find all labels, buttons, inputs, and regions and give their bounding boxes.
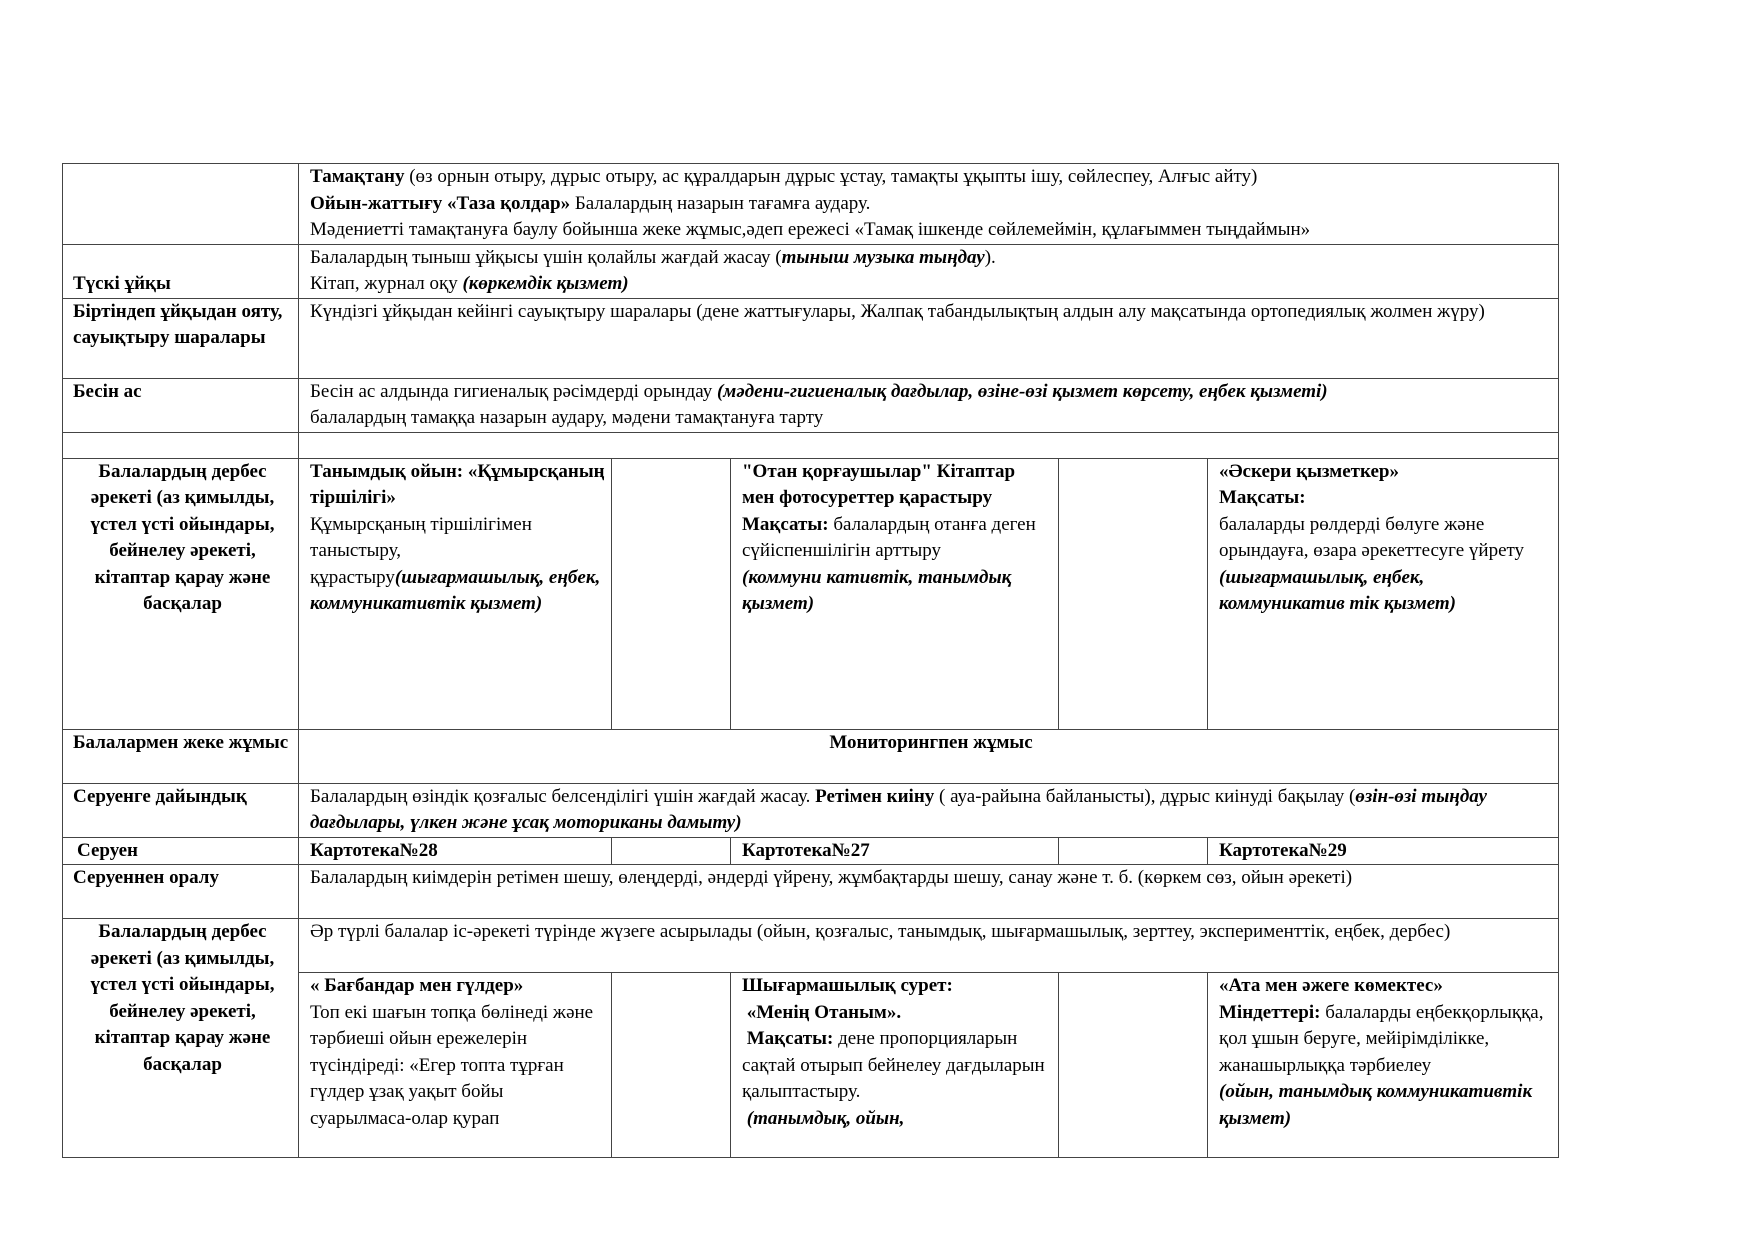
activity-2-drawing-type: (танымдық, ойын, bbox=[742, 1107, 905, 1129]
row-activity-2 bbox=[63, 919, 1559, 973]
eating-game-title: Ойын-жаттығу «Таза қолдар» bbox=[310, 192, 571, 214]
eating-individual-work: Мәдениетті тамақтануға баулу бойынша жеке жұмыс,әдеп ережесі «Тамақ ішкенде сөйлемеймін, құлағыммен тыңдаймын» bbox=[310, 219, 1311, 240]
row-label-prep: Серуенге дайындық bbox=[63, 783, 299, 837]
activity-2-drawing-title: Шығармашылық сурет: bbox=[742, 975, 953, 996]
row-label-nap: Түскі ұйқы bbox=[63, 244, 299, 298]
activity-1-books-title: "Отан қорғаушылар" Кітаптар мен фотосуреттер қарастыру bbox=[742, 460, 1016, 508]
nap-activity-2: (көркемдік қызмет) bbox=[462, 273, 629, 294]
activity-2-help-title: «Ата мен әжеге көмектес» bbox=[1219, 975, 1443, 996]
row-label-snack: Бесін ас bbox=[63, 378, 299, 432]
row-label-eating bbox=[63, 164, 299, 245]
eating-game-text: Балалардың назарын тағамға аудару. bbox=[570, 192, 871, 214]
row-empty bbox=[63, 432, 1559, 458]
row-eating bbox=[63, 164, 1559, 245]
activity-1-game-title: Танымдық ойын: «Құмырсқаның тіршілігі» bbox=[310, 460, 605, 508]
row-return bbox=[63, 865, 1559, 919]
snack-text-1: Бесін ас алдында гигиеналық рәсімдерді орындау bbox=[310, 380, 717, 402]
row-nap bbox=[63, 244, 1559, 298]
activity-1-role-goal: балаларды рөлдерді бөлуге және орындауға, өзара әрекеттесуге үйрету bbox=[1219, 513, 1525, 561]
row-label-walk: Серуен bbox=[63, 837, 299, 865]
empty-cell bbox=[612, 837, 731, 865]
activity-2-game-text: Топ екі шағын топқа бөлінеді және тәрбиеші ойын ережелерін түсіндіреді: «Егер топта тұрған гүлдер ұзақ уақыт бойы суарылмаса-олар қурап bbox=[310, 1001, 594, 1129]
activity-1-col-3 bbox=[731, 458, 1059, 729]
activity-1-role-type: (шығармашылық, еңбек, коммуникатив тік қызмет) bbox=[1219, 566, 1456, 614]
empty-cell bbox=[63, 432, 299, 458]
activity-2-game-title: « Бағбандар мен гүлдер» bbox=[310, 975, 524, 996]
activity-1-game-type: (шығармашылық, еңбек, коммуникативтік қызмет) bbox=[310, 566, 601, 614]
prep-skills: өзін-өзі тыңдау дағдылары, үлкен және ұсақ моториканы дамыту) bbox=[310, 785, 1487, 833]
activity-2-drawing-theme: «Менің Отаным». bbox=[742, 1001, 902, 1023]
nap-text-1-end: ). bbox=[984, 246, 996, 268]
nap-text-1: Балалардың тыныш ұйқысы үшін қолайлы жағдай жасау ( bbox=[310, 246, 782, 268]
walk-card-1: Картотека№28 bbox=[299, 837, 612, 865]
individual-content: Мониторингпен жұмыс bbox=[299, 729, 1559, 783]
activity-1-col-5 bbox=[1208, 458, 1559, 729]
activity-1-game-text: Құмырсқаның тіршілігімен таныстыру, құрастыру bbox=[310, 513, 532, 588]
row-activity-1 bbox=[63, 458, 1559, 729]
empty-cell bbox=[612, 458, 731, 729]
activity-2-drawing-goal: дене пропорцияларын сақтай отырып бейнелеу дағдыларын қалыптастыру. bbox=[742, 1028, 1045, 1102]
walk-card-3: Картотека№29 bbox=[1208, 837, 1559, 865]
activity-2-col-5 bbox=[1208, 973, 1559, 1158]
activity-2-help-tasks: балаларды еңбекқорлыққа, қол ұшын беруге, мейірімділікке, жанашырлыққа тәрбиелеу bbox=[1219, 1001, 1544, 1076]
eating-title: Тамақтану bbox=[310, 166, 405, 187]
row-wake bbox=[63, 298, 1559, 378]
prep-text-1: Балалардың өзіндік қозғалыс белсенділігі үшін жағдай жасау. bbox=[310, 785, 816, 807]
eating-rules: (өз орнын отыру, дұрыс отыру, ас құралдарын дұрыс ұстау, тамақты ұқыпты ішу, сөйлеспеу, Алғыс айту) bbox=[404, 166, 1258, 187]
activity-1-books-type: (коммуни кативтік, танымдық қызмет) bbox=[742, 566, 1012, 614]
row-label-wake: Біртіндеп ұйқыдан ояту, сауықтыру шаралары bbox=[63, 298, 299, 378]
row-label-return: Серуеннен оралу bbox=[63, 865, 299, 919]
row-label-individual: Балалармен жеке жұмыс bbox=[63, 729, 299, 783]
prep-dressing: Ретімен киіну bbox=[815, 785, 935, 807]
nap-activity: тыныш музыка тыңдау bbox=[781, 246, 985, 268]
row-individual bbox=[63, 729, 1559, 783]
activity-1-books-goal-label: Мақсаты: bbox=[742, 513, 829, 535]
activity-2-drawing-goal-label: Мақсаты: bbox=[742, 1028, 834, 1049]
activity-2-help-type: (ойын, танымдық коммуникативтік қызмет) bbox=[1219, 1081, 1533, 1129]
eating-content bbox=[299, 164, 1559, 245]
nap-content bbox=[299, 244, 1559, 298]
empty-cell bbox=[1059, 837, 1208, 865]
activity-1-role-goal-label: Мақсаты: bbox=[1219, 487, 1306, 508]
empty-cell bbox=[1059, 458, 1208, 729]
row-snack bbox=[63, 378, 1559, 432]
empty-cell bbox=[1059, 973, 1208, 1158]
return-content: Балалардың киімдерін ретімен шешу, өлеңдерді, әндерді үйрену, жұмбақтарды шешу, санау және т. б. (көркем сөз, ойын әрекеті) bbox=[299, 865, 1559, 919]
row-label-activity-1: Балалардың дербес әрекеті (аз қимылды, үстел үсті ойындары, бейнелеу әрекеті, кітаптар қарау және басқалар bbox=[63, 458, 299, 729]
activity-2-col-1 bbox=[299, 973, 612, 1158]
nap-text-2: Кітап, журнал оқу bbox=[310, 273, 463, 294]
activity-1-books-goal: балалардың отанға деген сүйіспеншілігін арттыру bbox=[742, 513, 1036, 561]
snack-text-2: балалардың тамаққа назарын аудару, мәдени тамақтануға тарту bbox=[310, 407, 824, 428]
empty-cell bbox=[612, 973, 731, 1158]
row-walk bbox=[63, 837, 1559, 865]
prep-text-2: ( ауа-райына байланысты), дұрыс киінуді бақылау ( bbox=[934, 785, 1356, 807]
prep-content bbox=[299, 783, 1559, 837]
activity-1-col-1 bbox=[299, 458, 612, 729]
daily-plan-table bbox=[62, 163, 1559, 1158]
activity-2-col-3 bbox=[731, 973, 1059, 1158]
row-label-activity-2: Балалардың дербес әрекеті (аз қимылды, үстел үсті ойындары, бейнелеу әрекеті, кітаптар қарау және басқалар bbox=[63, 919, 299, 1158]
wake-content: Күндізгі ұйқыдан кейінгі сауықтыру шаралары (дене жаттығулары, Жалпақ табандылықтың алдын алу мақсатында ортопедиялық жолмен жүру) bbox=[299, 298, 1559, 378]
activity-2-help-tasks-label: Міндеттері: bbox=[1219, 1001, 1321, 1023]
walk-card-2: Картотека№27 bbox=[731, 837, 1059, 865]
snack-activity: (мәдени-гигиеналық дағдылар, өзіне-өзі қызмет көрсету, еңбек қызметі) bbox=[716, 380, 1328, 402]
snack-content bbox=[299, 378, 1559, 432]
activity-1-role-title: «Әскери қызметкер» bbox=[1219, 460, 1399, 482]
activity-2-intro: Әр түрлі балалар іс-әрекеті түрінде жүзеге асырылады (ойын, қозғалыс, танымдық, шығармашылық, зерттеу, эксперименттік, еңбек, дербес) bbox=[299, 919, 1559, 973]
row-prep bbox=[63, 783, 1559, 837]
empty-cell bbox=[299, 432, 1559, 458]
